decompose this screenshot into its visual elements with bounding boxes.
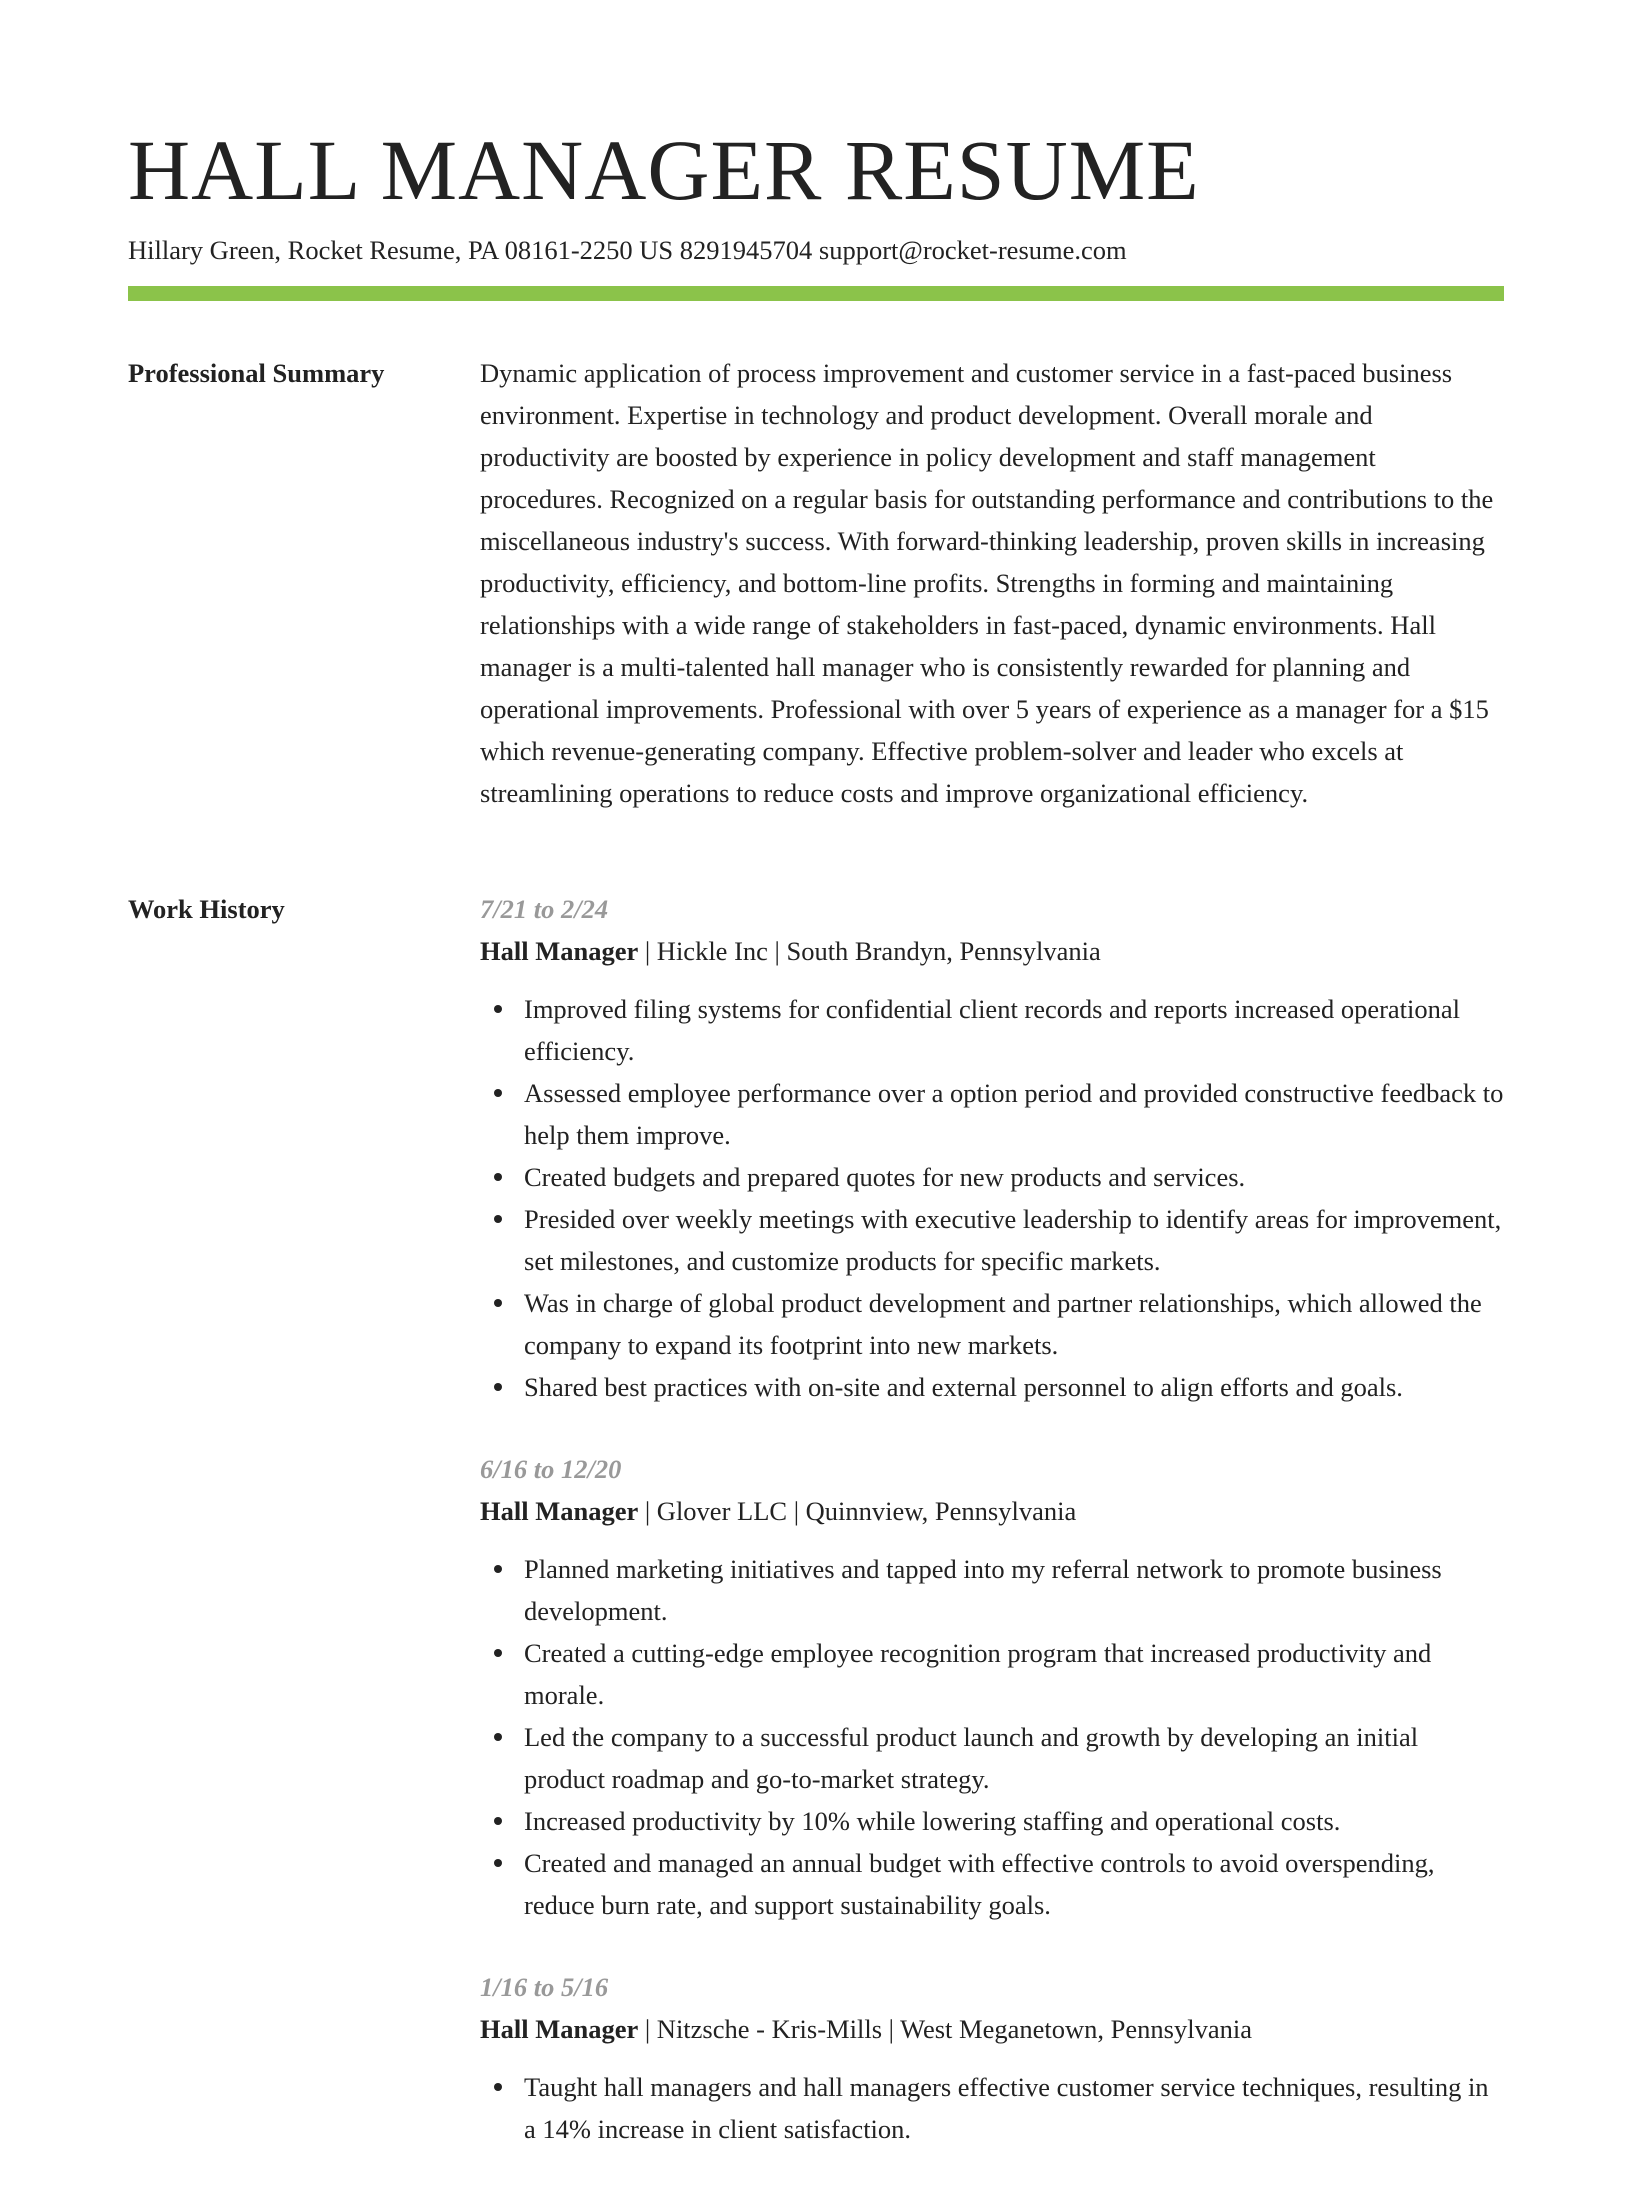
job-bullet: Created and managed an annual budget with effective controls to avoid overspending, reduce burn rate, and support sustainability goals.	[480, 1842, 1504, 1926]
job-bullets	[480, 2066, 1504, 2150]
job-bullet: Created a cutting-edge employee recognition program that increased productivity and morale.	[480, 1632, 1504, 1716]
contact-line: Hillary Green, Rocket Resume, PA 08161-2250 US 8291945704 support@rocket-resume.com	[128, 235, 1127, 265]
job-dates: 1/16 to 5/16	[480, 1972, 609, 2002]
job-bullet: Taught hall managers and hall managers effective customer service techniques, resulting in a 14% increase in client satisfaction.	[480, 2066, 1504, 2150]
job-line	[480, 1490, 1504, 1532]
job-bullet: Presided over weekly meetings with executive leadership to identify areas for improvement, set milestones, and customize products for specific markets.	[480, 1198, 1504, 1282]
job-bullet: Shared best practices with on-site and external personnel to align efforts and goals.	[480, 1366, 1504, 1408]
job-bullets	[480, 988, 1504, 1408]
job-bullet: Created budgets and prepared quotes for new products and services.	[480, 1156, 1504, 1198]
section-label-summary: Professional Summary	[128, 358, 385, 388]
resume-title: HALL MANAGER RESUME	[128, 122, 1200, 218]
job-dates: 7/21 to 2/24	[480, 894, 609, 924]
job-line	[480, 2008, 1504, 2050]
job-entry	[480, 1448, 1504, 1926]
job-bullet: Improved filing systems for confidential client records and reports increased operational efficiency.	[480, 988, 1504, 1072]
job-bullet: Led the company to a successful product launch and growth by developing an initial product roadmap and go-to-market strategy.	[480, 1716, 1504, 1800]
job-title: Hall Manager	[480, 936, 639, 966]
job-details: | Hickle Inc | South Brandyn, Pennsylvania	[638, 936, 1101, 966]
job-bullet: Planned marketing initiatives and tapped into my referral network to promote business development.	[480, 1548, 1504, 1632]
job-title: Hall Manager	[480, 2014, 639, 2044]
section-label-work-history: Work History	[128, 894, 285, 924]
jobs-list	[480, 888, 1504, 2190]
job-line	[480, 930, 1504, 972]
job-bullets	[480, 1548, 1504, 1926]
job-bullet: Increased productivity by 10% while lowering staffing and operational costs.	[480, 1800, 1504, 1842]
summary-text: Dynamic application of process improvement and customer service in a fast-paced business environment. Expertise in technology and product development. Overall morale and productivity are boosted by experience in policy development and staff management procedures. Recognized on a regular basis for outstanding performance and contributions to the miscellaneous industry's success. With forward-thinking leadership, proven skills in increasing productivity, efficiency, and bottom-line profits. Strengths in forming and maintaining relationships with a wide range of stakeholders in fast-paced, dynamic environments. Hall manager is a multi-talented hall manager who is consistently rewarded for planning and operational improvements. Professional with over 5 years of experience as a manager for a $15 which revenue-generating company. Effective problem-solver and leader who excels at streamlining operations to reduce costs and improve organizational efficiency.	[480, 358, 1494, 808]
job-entry	[480, 1966, 1504, 2150]
job-details: | Nitzsche - Kris-Mills | West Meganetown, Pennsylvania	[638, 2014, 1252, 2044]
job-dates: 6/16 to 12/20	[480, 1454, 622, 1484]
job-bullet: Was in charge of global product development and partner relationships, which allowed the company to expand its footprint into new markets.	[480, 1282, 1504, 1366]
job-entry	[480, 888, 1504, 1408]
job-title: Hall Manager	[480, 1496, 639, 1526]
accent-divider	[128, 286, 1504, 301]
job-bullet: Assessed employee performance over a option period and provided constructive feedback to help them improve.	[480, 1072, 1504, 1156]
job-details: | Glover LLC | Quinnview, Pennsylvania	[638, 1496, 1077, 1526]
